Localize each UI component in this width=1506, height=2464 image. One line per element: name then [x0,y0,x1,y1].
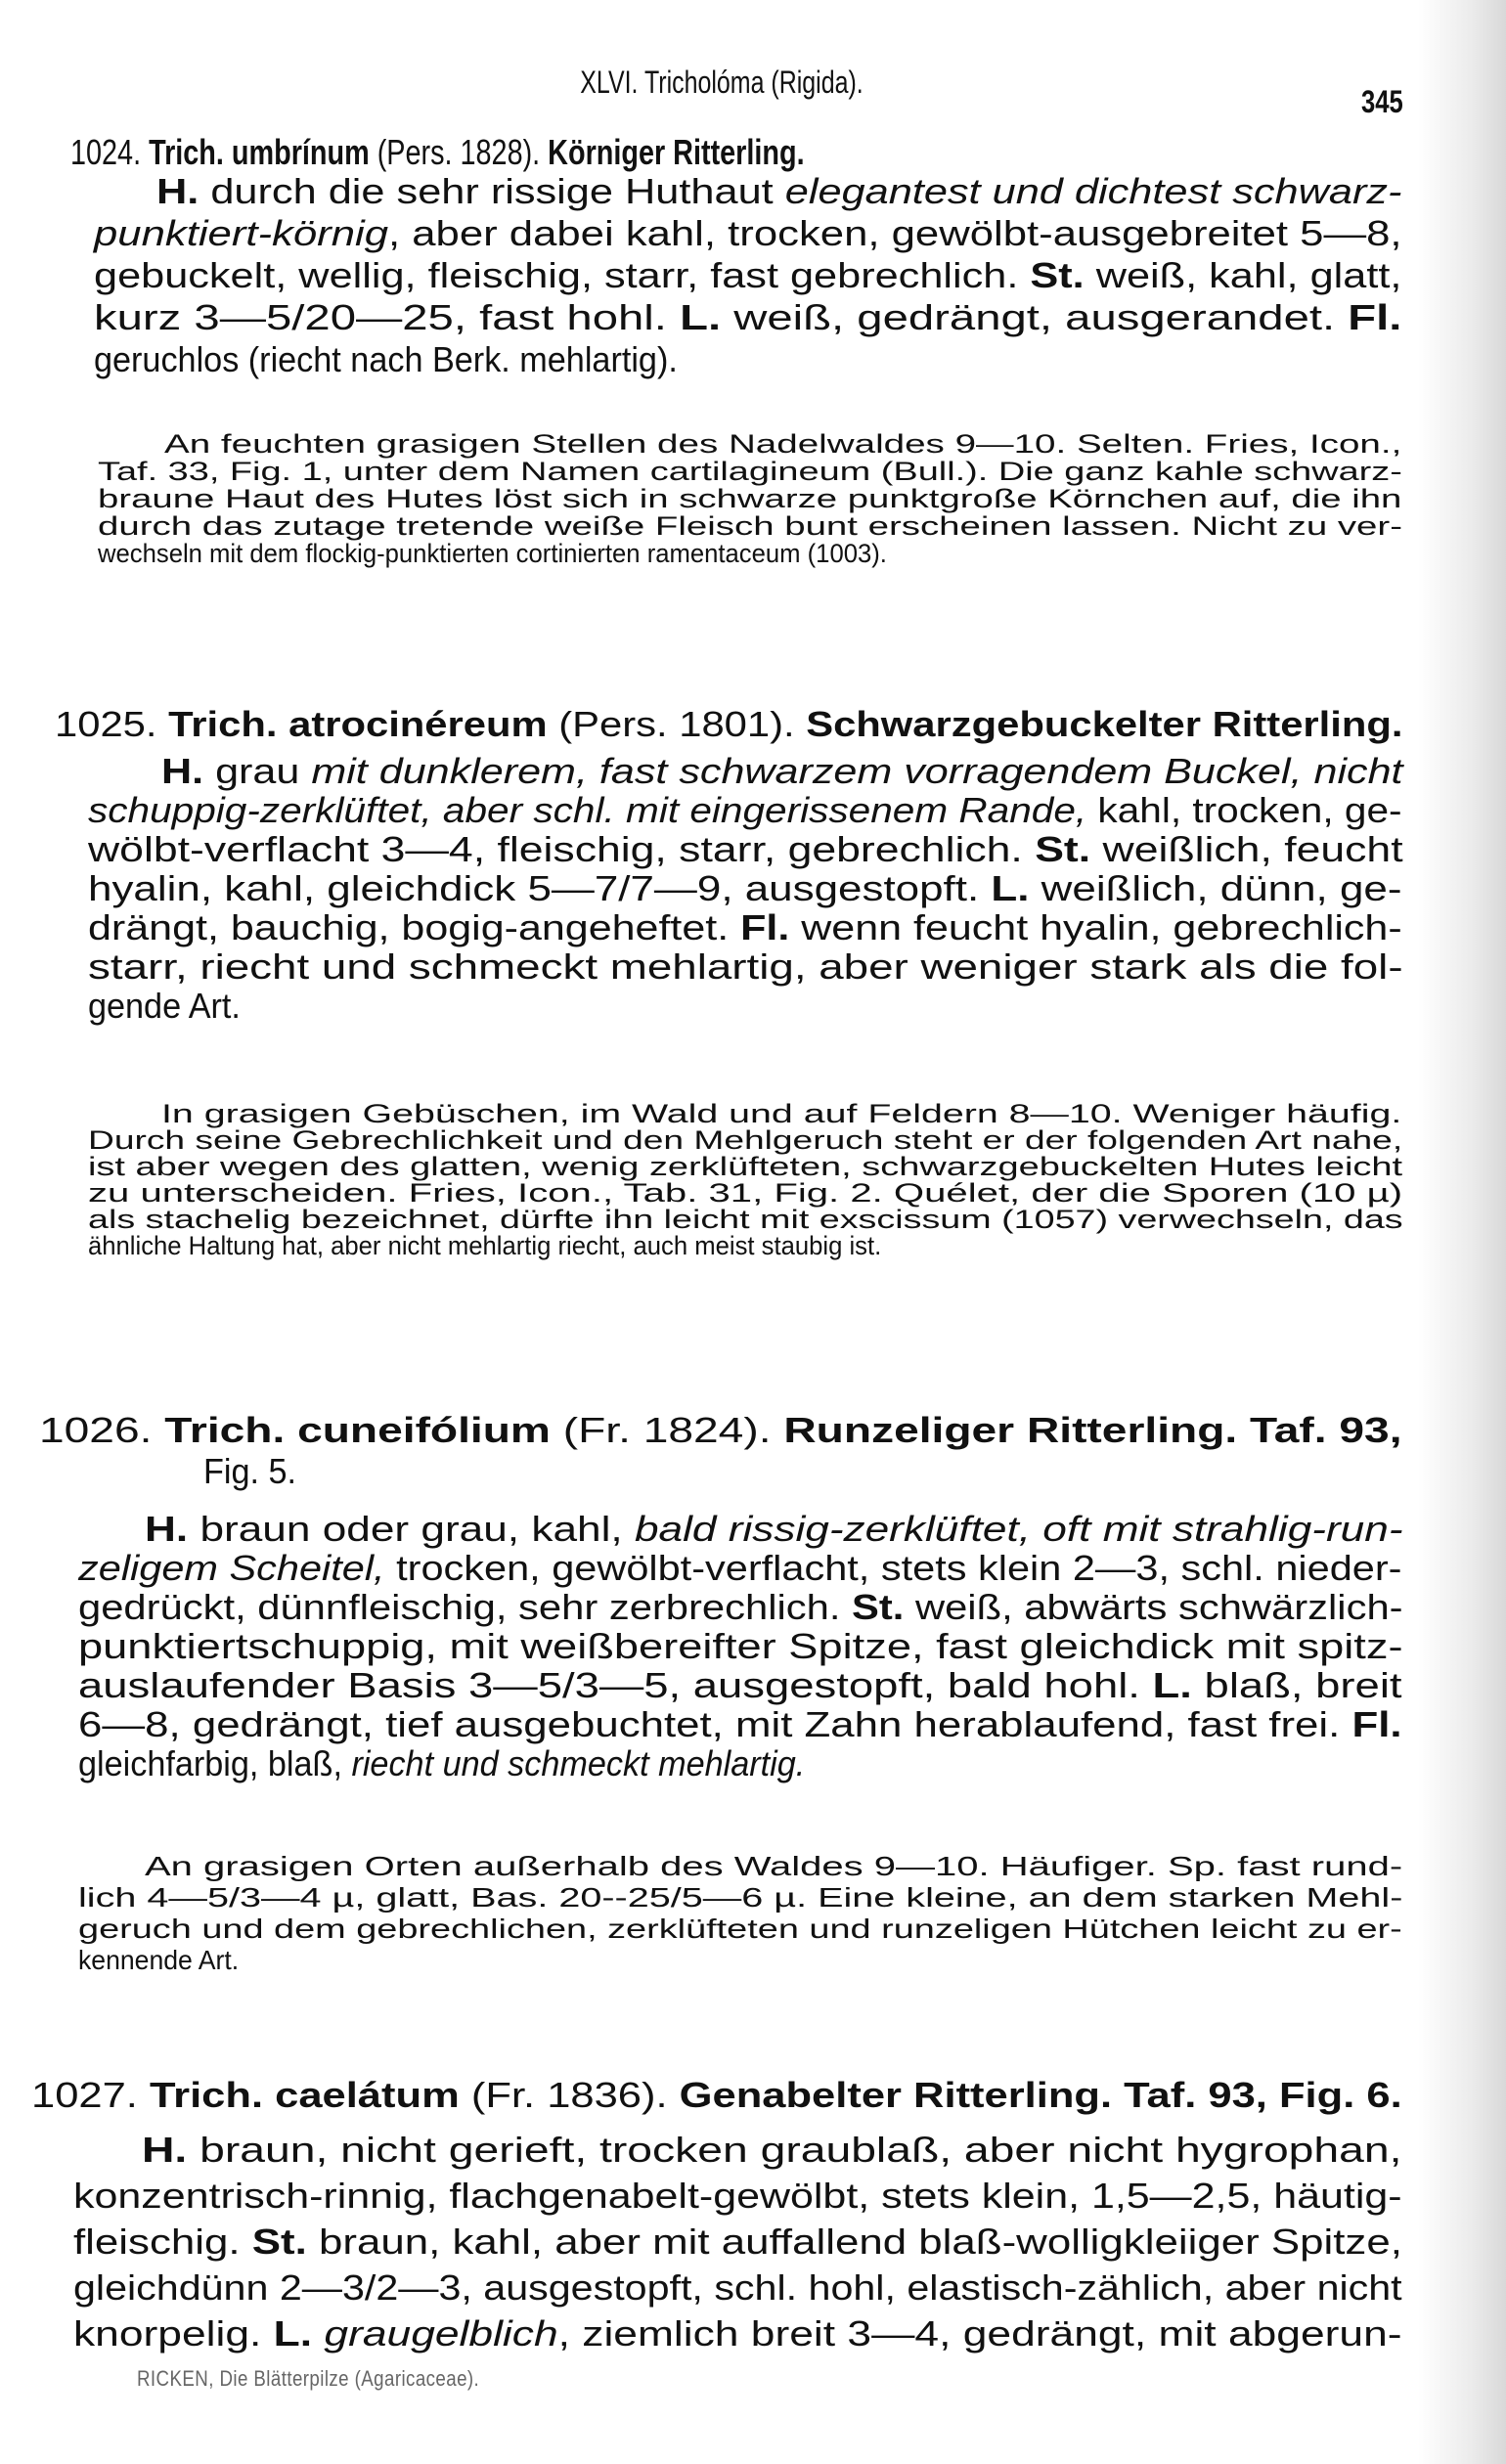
text-run: blaß, breit [1191,1665,1402,1705]
text-line [88,869,1401,908]
bold-text: L. [680,297,722,337]
text-run: ähnliche Haltung hat, aber nicht mehlartig riecht, auch meist staubig ist. [88,1231,882,1260]
text-run: auslaufender Basis 3—5/3—5, ausgestopft, bald hohl. [78,1665,1153,1705]
bold-text: H. [161,751,204,791]
text-line [88,947,1403,987]
bold-text: Schwarzgebuckelter Ritterling. [806,704,1403,744]
bold-text: St. [852,1587,905,1627]
text-line [73,2265,1402,2310]
text-run: weiß, gedrängt, ausgerandet. [721,297,1349,337]
text-line [98,485,1401,512]
text-run: ist aber wegen des glatten, wenig zerklüfteten, schwarzgebuckelten Hutes leicht [88,1152,1403,1181]
text-line [145,1510,1403,1549]
text-run: (Pers. 1828). [369,132,549,172]
text-run: durch das zutage tretende weiße Fleisch bunt erscheinen lassen. Nicht zu ver- [98,511,1402,541]
text-run: als stachelig bezeichnet, dürfte ihn leicht mit exscissum (1057) verwechseln, das [88,1205,1403,1234]
page-edge-shadow [1418,0,1506,2464]
text-run: konzentrisch-rinnig, flachgenabelt-gewölbt, stets klein, 1,5—2,5, häutig- [73,2176,1402,2216]
text-run: In grasigen Gebüschen, im Wald und auf Feldern 8—10. Weniger häufig. [161,1099,1402,1128]
bold-text: H. [142,2130,188,2170]
text-run: gleichdünn 2—3/2—3, ausgestopft, schl. hohl, elastisch-zählich, aber nicht [73,2267,1402,2308]
text-run: gebuckelt, wellig, fleischig, starr, fast gebrechlich. [94,255,1031,295]
bold-text: Trich. caelátum [149,2075,460,2115]
text-line [203,1451,296,1492]
text-line [88,1233,881,1259]
text-run: grau [203,751,312,791]
text-run: gleichfarbig, blaß, [78,1743,352,1783]
text-run: 6—8, gedrängt, tief ausgebuchtet, mit Zahn herablaufend, fast frei. [78,1704,1352,1744]
text-line [94,296,1401,338]
page-footer-signature: RICKEN, Die Blätterpilze (Agaricaceae). [137,2366,480,2391]
text-line [161,1101,1401,1127]
text-line [88,791,1402,830]
text-run: wechseln mit dem flockig-punktierten cortinierten ramentaceum (1003). [98,539,887,568]
text-line [88,1127,1402,1154]
page-number: 345 [1361,84,1403,119]
text-run: An feuchten grasigen Stellen des Nadelwaldes 9—10. Selten. Fries, Icon., [164,429,1402,459]
text-line [78,1705,1402,1744]
text-line [73,2219,1402,2265]
text-run: 1026. [39,1410,165,1450]
text-run: knorpelig. [73,2313,274,2354]
text-run: zu unterscheiden. Fries, Icon., Tab. 31, Fig. 2. Quélet, der die Sporen (10 µ) [88,1178,1403,1208]
text-run: geruchlos (riecht nach Berk. mehlartig). [94,339,678,379]
text-run: hyalin, kahl, gleichdick 5—7/7—9, ausgestopft. [88,868,992,908]
text-run: 1024. [70,132,150,172]
bold-text: St. [1030,255,1085,295]
text-run: , ziemlich breit 3—4, gedrängt, mit abgerun- [557,2313,1402,2354]
text-run: wölbt-verflacht 3—4, fleischig, starr, gebrechlich. [88,829,1036,869]
text-run: trocken, gewölbt-verflacht, stets klein 2—3, schl. nieder- [384,1548,1402,1588]
text-line [78,1744,805,1783]
text-line [73,2310,1402,2356]
text-run: weiß, kahl, glatt, [1084,255,1402,295]
text-line [145,1851,1402,1882]
text-run: kahl, trocken, ge- [1086,790,1402,830]
bold-text: Runzeliger Ritterling. Taf. 93, [783,1410,1402,1450]
bold-text: Fl. [740,907,790,947]
text-line [94,338,678,380]
text-line [78,1882,1402,1914]
text-line [156,170,1401,212]
text-run: kennende Art. [78,1945,240,1975]
text-run: durch die sehr rissige Huthaut [199,171,785,211]
text-run: Durch seine Gebrechlichkeit und den Mehlgeruch steht er der folgenden Art nahe, [88,1125,1403,1155]
text-line [78,1945,239,1976]
text-run: Taf. 33, Fig. 1, unter dem Namen cartilagineum (Bull.). Die ganz kahle schwarz- [98,457,1402,486]
text-line [39,1410,1402,1451]
text-run: (Pers. 1801). [547,704,807,744]
italic-text: punktiert-körnig [94,213,388,253]
bold-text: Fl. [1348,297,1402,337]
bold-text: Genabelter Ritterling. Taf. 93, Fig. 6. [679,2075,1402,2115]
text-line [88,987,241,1026]
text-line [88,830,1403,869]
text-line [55,704,1403,745]
italic-text: elegantest und dichtest schwarz- [784,171,1402,211]
text-line [31,2074,1402,2117]
text-run: 1025. [55,704,169,744]
text-run: (Fr. 1824). [550,1410,784,1450]
text-run: lich 4—5/3—4 µ, glatt, Bas. 20--25/5—6 µ. Eine kleine, an dem starken Mehl- [78,1882,1403,1913]
bold-text: St. [251,2222,307,2262]
text-line [78,1627,1403,1666]
text-line [78,1914,1402,1945]
text-line [94,212,1402,254]
bold-text: H. [145,1509,189,1549]
text-line [161,752,1403,791]
text-run: geruch und dem gebrechlichen, zerklüfteten und runzeligen Hütchen leicht zu er- [78,1914,1402,1944]
bold-text: H. [156,171,199,211]
bold-text: Fl. [1351,1704,1402,1744]
text-run: kurz 3—5/20—25, fast hohl. [94,297,681,337]
text-line [142,2127,1401,2173]
text-run: 1027. [31,2075,150,2115]
text-line [70,131,805,174]
italic-text: riecht und schmeckt mehlartig. [351,1743,806,1783]
text-run: punktiertschuppig, mit weißbereifter Spitze, fast gleichdick mit spitz- [78,1626,1403,1666]
bold-text: L. [273,2313,313,2354]
text-run: gende Art. [88,986,241,1026]
text-run: braune Haut des Hutes löst sich in schwarze punktgroße Körnchen auf, die ihn [98,484,1402,513]
text-run: braun, nicht gerieft, trocken graublaß, aber nicht hygrophan, [187,2130,1402,2170]
text-line [98,540,887,567]
text-line [73,2173,1402,2219]
text-line [98,512,1402,540]
text-run: , aber dabei kahl, trocken, gewölbt-ausgebreitet 5—8, [387,213,1402,253]
text-line [164,430,1401,458]
text-run: wenn feucht hyalin, gebrechlich- [789,907,1402,947]
running-head: XLVI. Tricholóma (Rigida). [580,65,864,100]
bold-text: L. [991,868,1030,908]
text-line [78,1588,1403,1627]
text-run: gedrückt, dünnfleischig, sehr zerbrechlich. [78,1587,853,1627]
text-run: weißlich, feucht [1090,829,1403,869]
text-line [78,1549,1401,1588]
text-run: starr, riecht und schmeckt mehlartig, aber weniger stark als die fol- [88,946,1403,987]
bold-text: Trich. cuneifólium [164,1410,551,1450]
text-run: weißlich, dünn, ge- [1029,868,1402,908]
text-run: (Fr. 1836). [459,2075,680,2115]
italic-text: schuppig-zerklüftet, aber schl. mit eingerissenem Rande, [88,790,1087,830]
text-run: braun, kahl, aber mit auffallend blaß-wolligkleiiger Spitze, [306,2222,1402,2262]
bold-text: Trich. umbrínum [149,132,370,172]
text-line [88,1180,1402,1207]
text-run: Fig. 5. [203,1451,297,1491]
text-line [88,908,1402,947]
text-run: braun oder grau, kahl, [188,1509,635,1549]
text-line [88,1154,1402,1180]
italic-text: bald rissig-zerklüftet, oft mit strahlig-run- [634,1509,1403,1549]
text-run: drängt, bauchig, bogig-angeheftet. [88,907,741,947]
text-line [78,1666,1402,1705]
text-line [88,1207,1403,1233]
text-run: fleischig. [73,2222,252,2262]
bold-text: L. [1152,1665,1192,1705]
text-line [98,458,1402,485]
bold-text: Trich. atrocinéreum [168,704,548,744]
text-line [94,254,1401,296]
italic-text: graugelblich [324,2313,558,2354]
italic-text: mit dunklerem, fast schwarzem vorragendem Buckel, nicht [311,751,1403,791]
bold-text: St. [1035,829,1091,869]
text-run: weiß, abwärts schwärzlich- [904,1587,1403,1627]
bold-text: Körniger Ritterling. [548,132,805,172]
text-run [312,2313,324,2354]
italic-text: zeligem Scheitel, [78,1548,385,1588]
text-run: An grasigen Orten außerhalb des Waldes 9—10. Häufiger. Sp. fast rund- [145,1851,1403,1881]
